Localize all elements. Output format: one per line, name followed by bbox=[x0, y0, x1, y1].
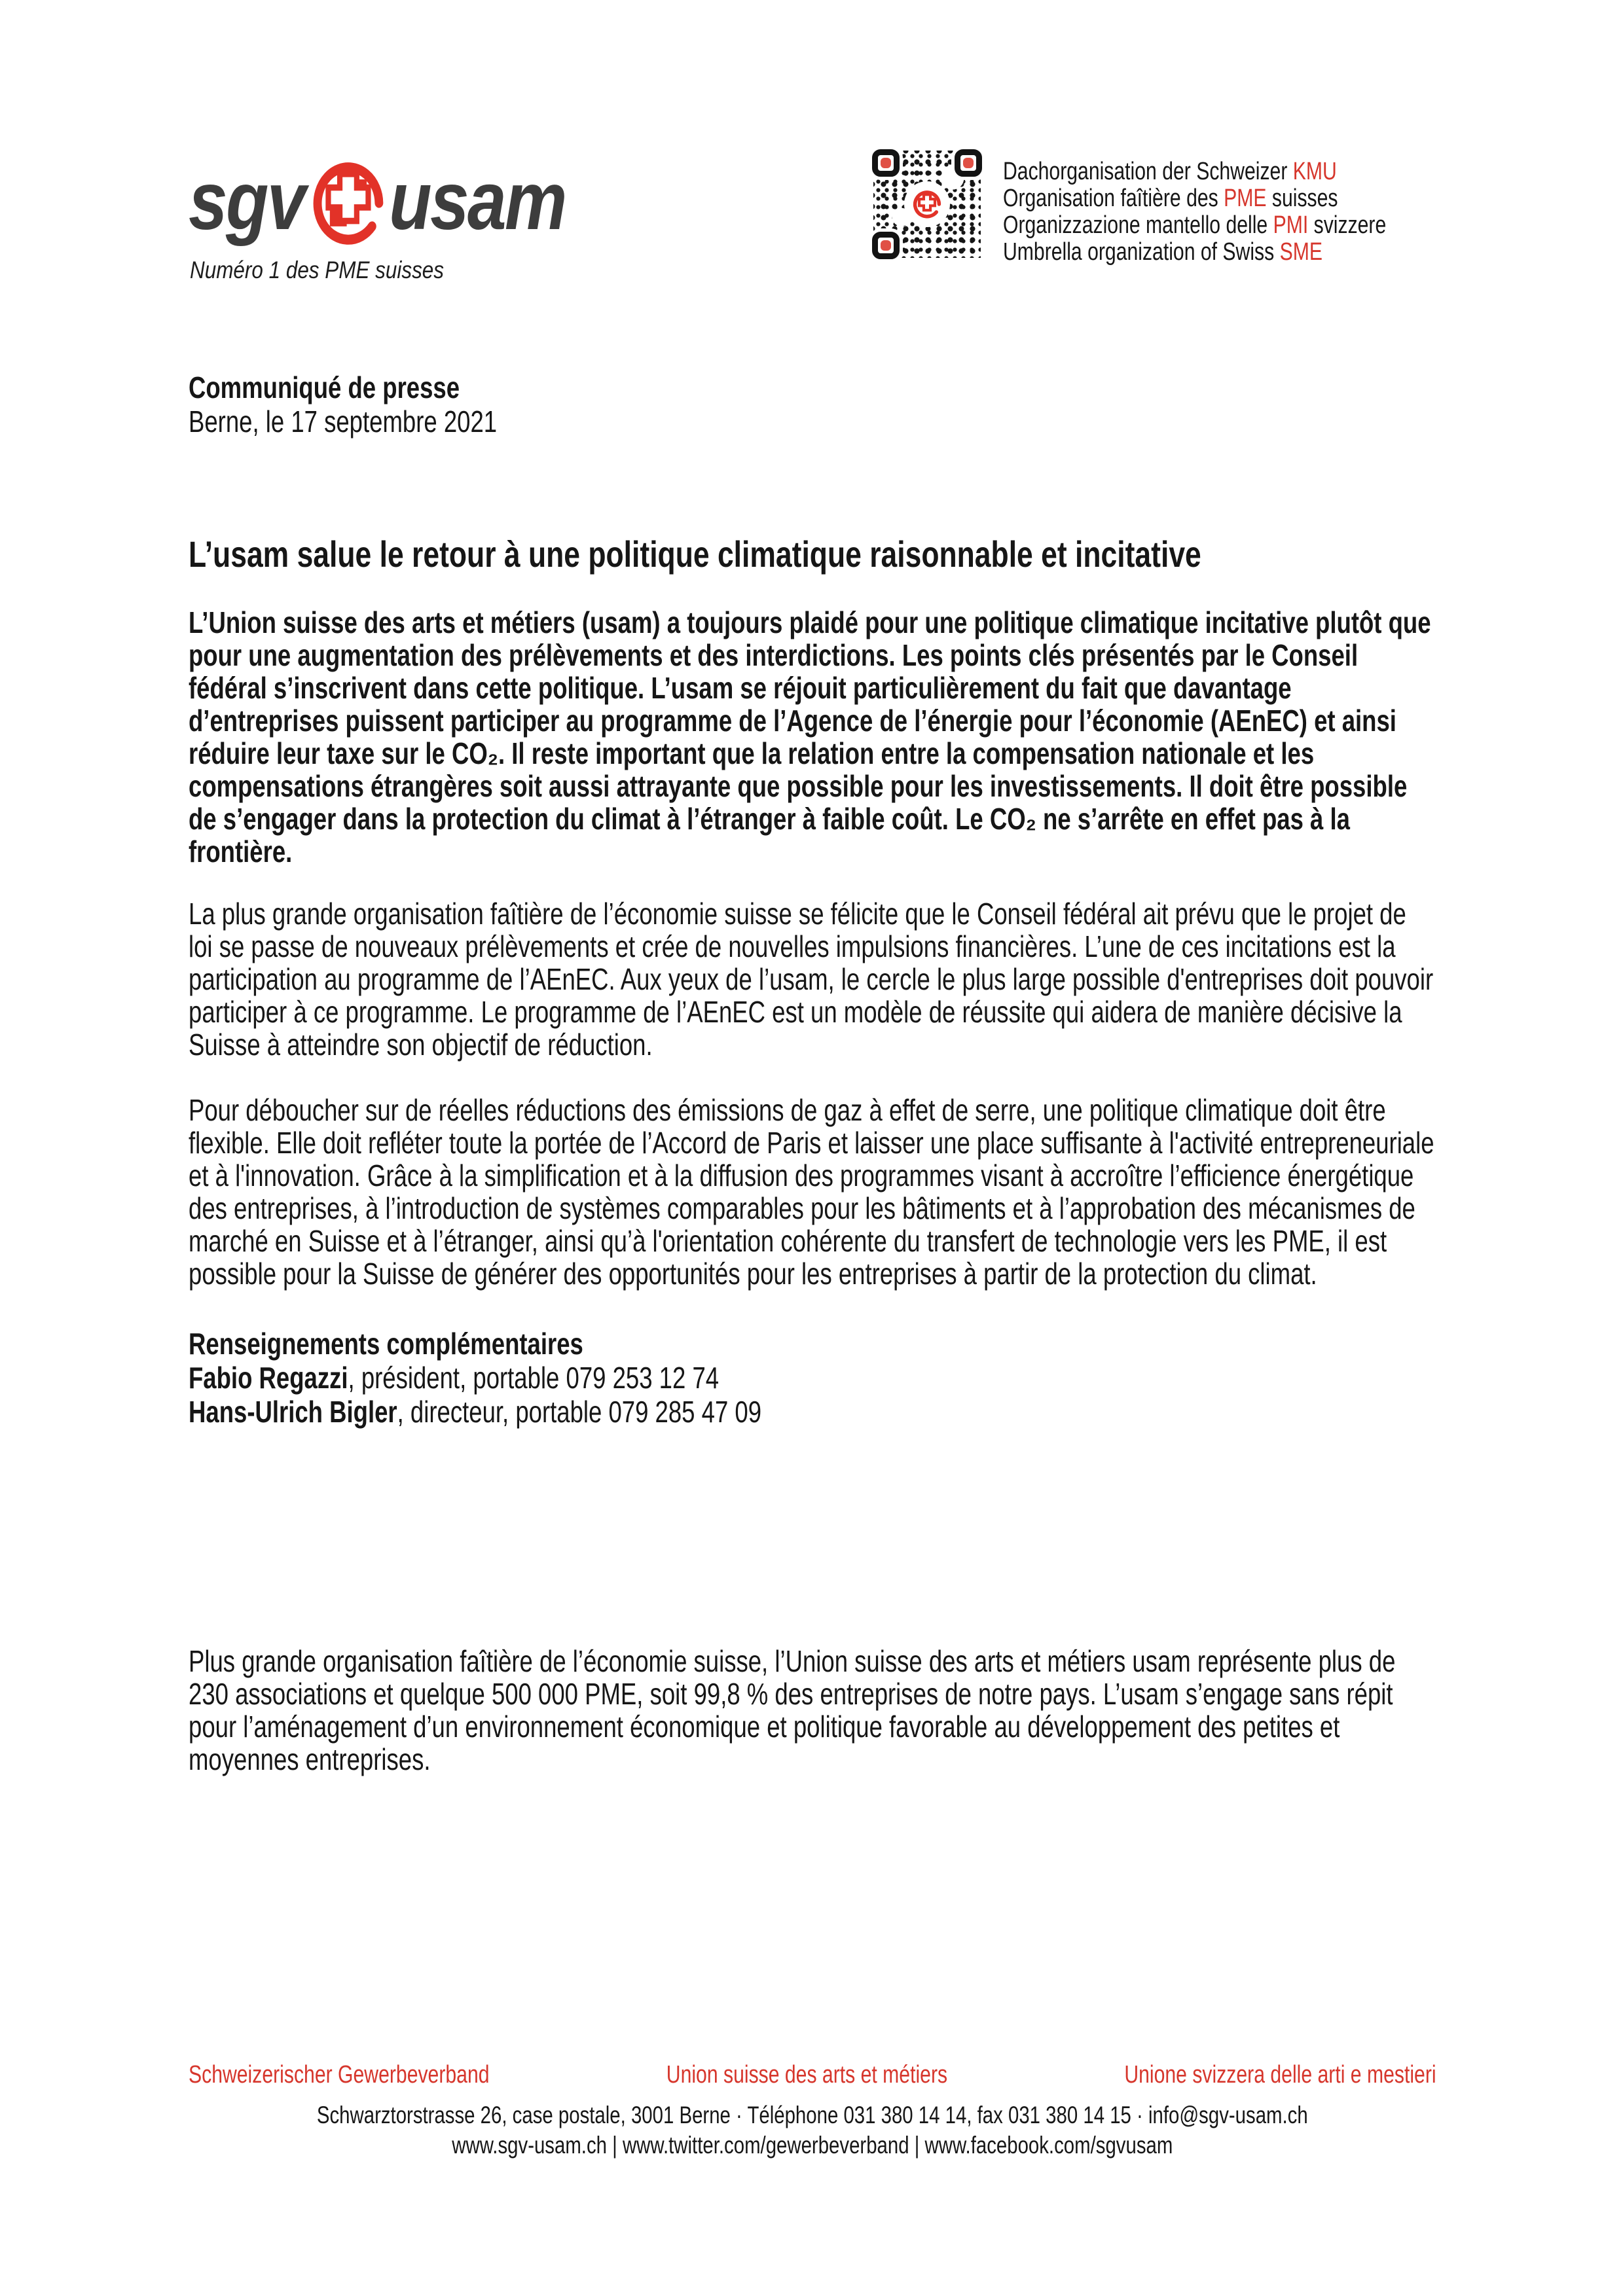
sgv-usam-logo bbox=[189, 153, 566, 248]
org-descriptions bbox=[1003, 158, 1440, 266]
document-type: Communiqué de presse bbox=[189, 370, 460, 404]
at-swiss-cross-icon bbox=[310, 158, 386, 248]
contact-name: Fabio Regazzi bbox=[189, 1361, 348, 1395]
org-abbrev-pmi: PMI bbox=[1273, 211, 1309, 239]
org-description-it: Organizzazione mantello delle PMI svizzere bbox=[1003, 211, 1387, 239]
org-description-de: Dachorganisation der Schweizer KMU bbox=[1003, 158, 1337, 185]
footer-org-names bbox=[189, 2060, 1436, 2089]
org-abbrev-sme: SME bbox=[1279, 238, 1322, 266]
body-paragraph: Pour déboucher sur de réelles réductions des émissions de gaz à effet de serre, une politique climatique doit être flexible. Elle doit refléter toute la portée de l’Accord de Paris et laisser une place suffisante à l'activité entrepreneuriale et à l'innovation. Grâce à la simplification et à la diffusion des programmes visant à accroître l’efficience énergétique des entreprises, à l’introduction de systèmes comparables pour les bâtiments et à l’approbation des mécanismes de marché en Suisse et à l’étranger, ainsi qu’à l'orientation cohérente du transfert de technologie vers les PME, il est possible pour la Suisse de générer des opportunités pour les entreprises à partir de la protection du climat. bbox=[189, 1093, 1434, 1291]
contacts-heading: Renseignements complémentaires bbox=[189, 1327, 583, 1361]
contact-line bbox=[189, 1361, 1436, 1395]
body-paragraph: La plus grande organisation faîtière de l’économie suisse se félicite que le Conseil fédéral ait prévu que le projet de loi se passe de nouveaux prélèvements et crée de nouvelles impulsions financières. L’une de ces incitations est la participation au programme de l’AEnEC. Aux yeux de l’usam, le cercle le plus large possible d'entreprises doit pouvoir participer à ce programme. Le programme de l’AEnEC est un modèle de réussite qui aidera de manière décisive la Suisse à atteindre son objectif de réduction. bbox=[189, 897, 1434, 1062]
logo-text-sgv: sgv bbox=[189, 154, 304, 247]
qr-position-marker bbox=[872, 149, 900, 177]
org-description-en: Umbrella organization of Swiss SME bbox=[1003, 238, 1322, 266]
document-body bbox=[189, 370, 1436, 1776]
footer-org-fr: Union suisse des arts et métiers bbox=[666, 2061, 948, 2089]
org-description-fr: Organisation faîtière des PME suisses bbox=[1003, 185, 1338, 212]
qr-position-marker bbox=[872, 232, 900, 259]
logo-text-usam: usam bbox=[389, 154, 566, 247]
qr-position-marker bbox=[955, 149, 982, 177]
qr-code bbox=[872, 149, 982, 259]
contact-details: , président, portable 079 253 12 74 bbox=[348, 1361, 720, 1395]
org-abbrev-kmu: KMU bbox=[1292, 158, 1337, 185]
dateline: Berne, le 17 septembre 2021 bbox=[189, 404, 498, 439]
logo-tagline: Numéro 1 des PME suisses bbox=[190, 257, 445, 283]
contact-line bbox=[189, 1395, 1436, 1429]
footer-org-de: Schweizerischer Gewerbeverband bbox=[189, 2061, 490, 2089]
article-title: L’usam salue le retour à une politique climatique raisonnable et incitative bbox=[189, 533, 1201, 575]
lead-paragraph: L’Union suisse des arts et métiers (usam) a toujours plaidé pour une politique climatique incitative plutôt que pour une augmentation des prélèvements et des interdictions. Les points clés présentés par le Conseil fédéral s’inscrivent dans cette politique. L’usam se réjouit particulièrement du fait que davantage d’entreprises puissent participer au programme de l’Agence de l’énergie pour l’économie (AEnEC) et ainsi réduire leur taxe sur le CO₂. Il reste important que la relation entre la compensation nationale et les compensations étrangères soit aussi attrayante que possible pour les investissements. Il doit être possible de s’engager dans la protection du climat à l’étranger à faible coût. Le CO₂ ne s’arrête en effet pas à la frontière. bbox=[189, 605, 1431, 869]
boilerplate-paragraph: Plus grande organisation faîtière de l’économie suisse, l’Union suisse des arts et métiers usam représente plus de 230 associations et quelque 500 000 PME, soit 99,8 % des entreprises de notre pays. L’usam s’engage sans répit pour l’aménagement d’un environnement économique et politique favorable au développement des petites et moyennes entreprises. bbox=[189, 1644, 1396, 1776]
page-footer bbox=[189, 2060, 1436, 2160]
footer-org-it: Unione svizzera delle arti e mestieri bbox=[1124, 2061, 1436, 2089]
contact-name: Hans-Ulrich Bigler bbox=[189, 1395, 397, 1429]
footer-web-line: www.sgv-usam.ch | www.twitter.com/gewerbeverband | www.facebook.com/sgvusam bbox=[452, 2132, 1173, 2159]
qr-center-logo bbox=[908, 185, 946, 223]
footer-address-line: Schwarztorstrasse 26, case postale, 3001 Berne · Téléphone 031 380 14 14, fax 031 380 14 15 · info@sgv-usam.ch bbox=[316, 2102, 1308, 2128]
contact-details: , directeur, portable 079 285 47 09 bbox=[397, 1395, 762, 1429]
org-abbrev-pme: PME bbox=[1224, 185, 1267, 212]
